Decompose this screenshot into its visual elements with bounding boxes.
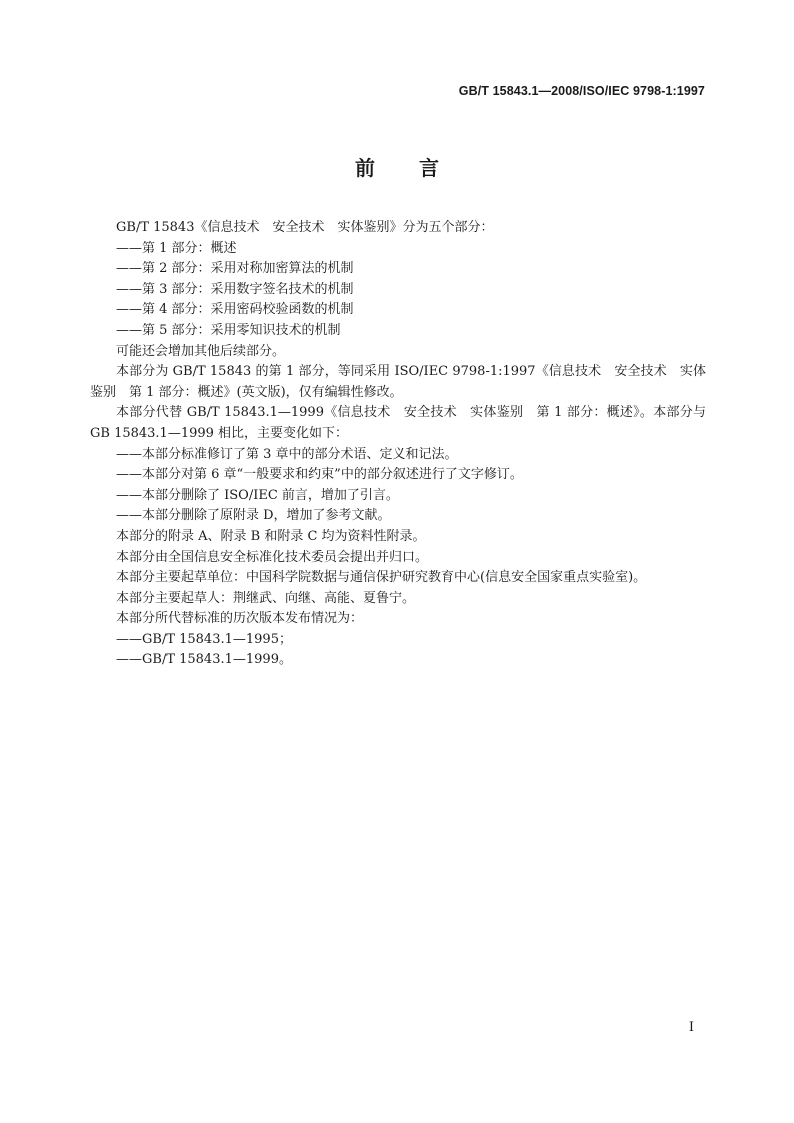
page-number: I	[688, 1020, 694, 1035]
list-item-part-2: ——第 2 部分：采用对称加密算法的机制	[116, 261, 354, 277]
list-item-change-4: ——本部分删除了原附录 D，增加了参考文献。	[116, 508, 391, 524]
foreword-body	[90, 218, 706, 671]
list-item-change-1: ——本部分标准修订了第 3 章中的部分术语、定义和记法。	[116, 446, 458, 462]
paragraph-replaces: 本部分代替 GB/T 15843.1—1999《信息技术 安全技术 实体鉴别 第 1 部分：概述》。本部分与 GB 15843.1—1999 相比，主要变化如下：	[90, 405, 706, 441]
paragraph-proposer: 本部分由全国信息安全标准化技术委员会提出并归口。	[116, 549, 429, 565]
list-item-part-5: ——第 5 部分：采用零知识技术的机制	[116, 322, 341, 338]
list-item-change-2: ——本部分对第 6 章“一般要求和约束”中的部分叙述进行了文字修订。	[116, 467, 523, 483]
title-char-2: 言	[419, 156, 439, 180]
paragraph-annexes: 本部分的附录 A、附录 B 和附录 C 均为资料性附录。	[116, 528, 426, 544]
paragraph-adoption: 本部分为 GB/T 15843 的第 1 部分，等同采用 ISO/IEC 9798-1:1997《信息技术 安全技术 实体鉴别 第 1 部分：概述》(英文版)，仅有编辑性修改。	[90, 364, 706, 400]
page-title	[0, 152, 794, 181]
list-item-part-1: ——第 1 部分：概述	[116, 240, 237, 256]
paragraph-drafters: 本部分主要起草人：荆继武、向继、高能、夏鲁宁。	[116, 590, 416, 606]
standard-code-header: GB/T 15843.1—2008/ISO/IEC 9798-1:1997	[458, 84, 705, 98]
paragraph-future-parts: 可能还会增加其他后续部分。	[116, 343, 286, 359]
list-item-part-3: ——第 3 部分：采用数字签名技术的机制	[116, 281, 354, 297]
list-item-history-2: ——GB/T 15843.1—1999。	[116, 652, 292, 668]
paragraph-intro: GB/T 15843《信息技术 安全技术 实体鉴别》分为五个部分：	[116, 220, 494, 235]
paragraph-drafting-unit: 本部分主要起草单位：中国科学院数据与通信保护研究教育中心(信息安全国家重点实验室)。	[116, 570, 647, 586]
list-item-part-4: ——第 4 部分：采用密码校验函数的机制	[116, 302, 354, 318]
list-item-history-1: ——GB/T 15843.1—1995；	[116, 631, 292, 647]
paragraph-history: 本部分所代替标准的历次版本发布情况为：	[116, 611, 364, 627]
title-char-1: 前	[355, 156, 375, 180]
list-item-change-3: ——本部分删除了 ISO/IEC 前言，增加了引言。	[116, 487, 399, 503]
